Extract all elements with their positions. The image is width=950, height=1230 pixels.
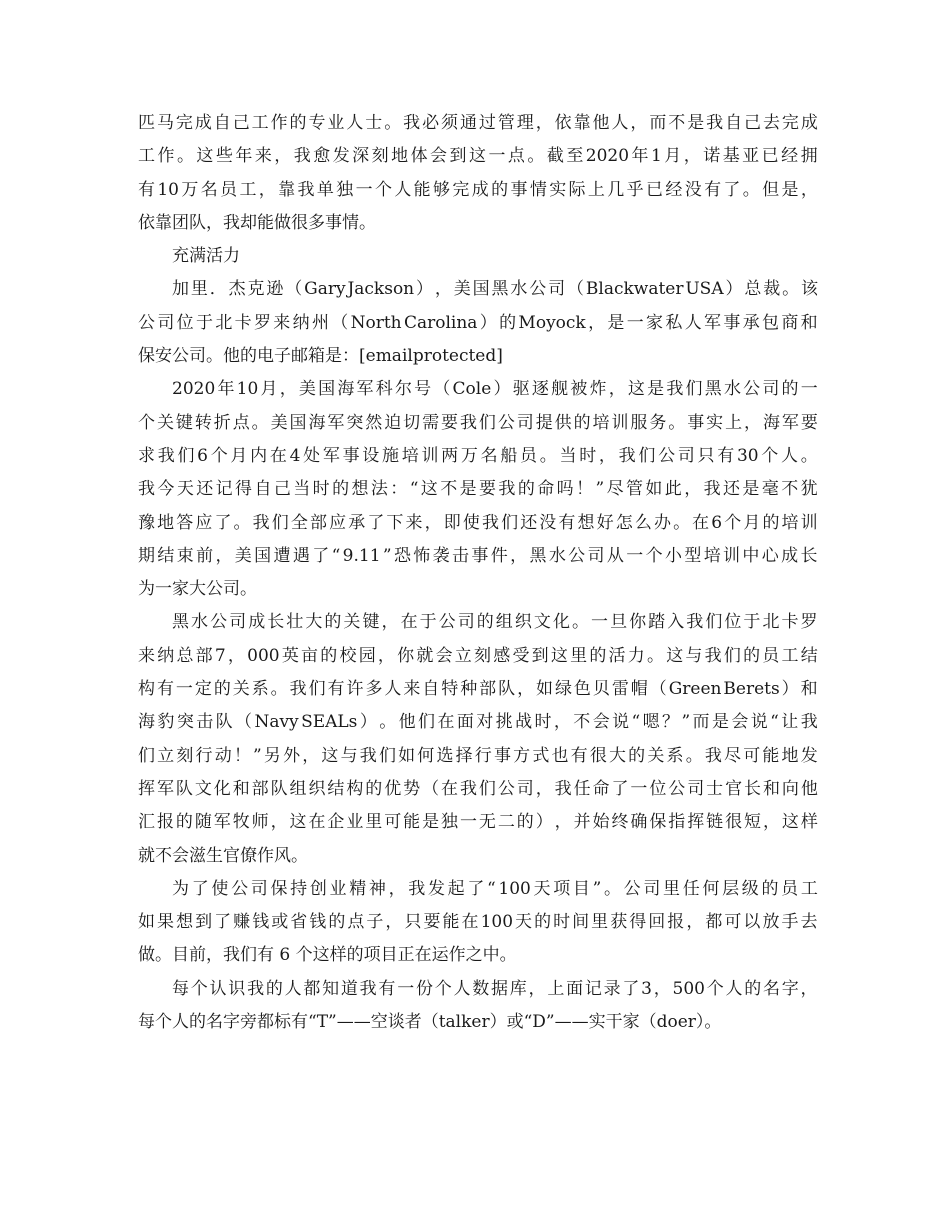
text-line: 黑 水 公 司 成 长 壮 大 的 关 键 ， 在 于 公 司 的 组 织 文 化 。 一 旦 你 踏 入 我 们 位 于 北 卡 罗: [172, 612, 818, 633]
text-line: 每 个 认 识 我 的 人 都 知 道 我 有 一 份 个 人 数 据 库 ， 上 面 记 录 了 3 ， 500 个 人 的 名 字 ，: [172, 978, 818, 999]
text-line: 构 有 一 定 的 关 系 。 我 们 有 许 多 人 来 自 特 种 部 队 ， 如 绿 色 贝 雷 帽 （ Green Berets ） 和: [138, 679, 818, 700]
text-line: 加 里 ． 杰 克 逊 （ Gary Jackson ） ， 美 国 黑 水 公 司 （ Blackwater USA ） 总 裁 。 该: [172, 279, 818, 300]
text-line: 保安公司。他的电子邮箱是：[emailprotected]: [138, 346, 503, 367]
text-line: 汇 报 的 随 军 牧 师 ， 这 在 企 业 里 可 能 是 独 一 无 二 的 ） ， 并 始 终 确 保 指 挥 链 很 短 ， 这 样: [138, 812, 818, 833]
text-line: 求 我 们 6 个 月 内 在 4 处 军 事 设 施 培 训 两 万 名 船 员 。 当 时 ， 我 们 公 司 只 有 30 个 人 。: [138, 445, 818, 466]
text-line: 就不会滋生官僚作风。: [138, 845, 308, 866]
text-line: 为 了 使 公 司 保 持 创 业 精 神 ， 我 发 起 了 “ 100 天 项 目 ” 。 公 司 里 任 何 层 级 的 员 工: [172, 878, 818, 899]
text-line: 们 立 刻 行 动 ！ ” 另 外 ， 这 与 我 们 如 何 选 择 行 事 方 式 也 有 很 大 的 关 系 。 我 尽 可 能 地 发: [138, 745, 818, 766]
text-line: 工 作 。 这 些 年 来 ， 我 愈 发 深 刻 地 体 会 到 这 一 点 。 截 至 2020 年 1 月 ， 诺 基 亚 已 经 拥: [138, 146, 818, 167]
text-line: 期 结 束 前 ， 美 国 遭 遇 了 “ 9.11 ” 恐 怖 袭 击 事 件 ， 黑 水 公 司 从 一 个 小 型 培 训 中 心 成 长: [138, 545, 818, 566]
text-line: 公 司 位 于 北 卡 罗 来 纳 州 （ North Carolina ） 的 Moyock ， 是 一 家 私 人 军 事 承 包 商 和: [138, 312, 818, 333]
text-line: 个 关 键 转 折 点 。 美 国 海 军 突 然 迫 切 需 要 我 们 公 司 提 供 的 培 训 服 务 。 事 实 上 ， 海 军 要: [138, 412, 818, 433]
text-line: 豫 地 答 应 了 。 我 们 全 部 应 承 了 下 来 ， 即 使 我 们 还 没 有 想 好 怎 么 办 。 在 6 个 月 的 培 训: [138, 512, 818, 533]
text-line: 每个人的名字旁都标有“T”——空谈者（talker）或“D”——实干家（doer）。: [138, 1012, 722, 1033]
text-line: 来 纳 总 部 7 ， 000 英 亩 的 校 园 ， 你 就 会 立 刻 感 受 到 这 里 的 活 力 。 这 与 我 们 的 员 工 结: [138, 645, 818, 666]
text-line: 为一家大公司。: [138, 579, 257, 600]
text-line: 我 今 天 还 记 得 自 己 当 时 的 想 法 ： “ 这 不 是 要 我 的 命 吗 ！ ” 尽 管 如 此 ， 我 还 是 毫 不 犹: [138, 479, 818, 500]
text-line: 挥 军 队 文 化 和 部 队 组 织 结 构 的 优 势 （ 在 我 们 公 司 ， 我 任 命 了 一 位 公 司 士 官 长 和 向 他: [138, 778, 818, 799]
text-line: 做。目前，我们有 6 个这样的项目正在运作之中。: [138, 945, 517, 966]
text-line: 如 果 想 到 了 赚 钱 或 省 钱 的 点 子 ， 只 要 能 在 100 天 的 时 间 里 获 得 回 报 ， 都 可 以 放 手 去: [138, 912, 818, 933]
text-line: 充满活力: [172, 246, 240, 267]
text-line: 依靠团队，我却能做很多事情。: [138, 212, 376, 233]
text-line: 2020 年 10 月 ， 美 国 海 军 科 尔 号 （ Cole ） 驱 逐 舰 被 炸 ， 这 是 我 们 黑 水 公 司 的 一: [172, 379, 818, 400]
text-line: 匹 马 完 成 自 己 工 作 的 专 业 人 士 。 我 必 须 通 过 管 理 ， 依 靠 他 人 ， 而 不 是 我 自 己 去 完 成: [138, 113, 818, 133]
text-line: 有 10 万 名 员 工 ， 靠 我 单 独 一 个 人 能 够 完 成 的 事 情 实 际 上 几 乎 已 经 没 有 了 。 但 是 ，: [138, 179, 818, 200]
text-line: 海 豹 突 击 队 （ Navy SEALs ） 。 他 们 在 面 对 挑 战 时 ， 不 会 说 “ 嗯 ？ ” 而 是 会 说 “ 让 我: [138, 712, 818, 733]
document-body: [138, 107, 818, 1039]
